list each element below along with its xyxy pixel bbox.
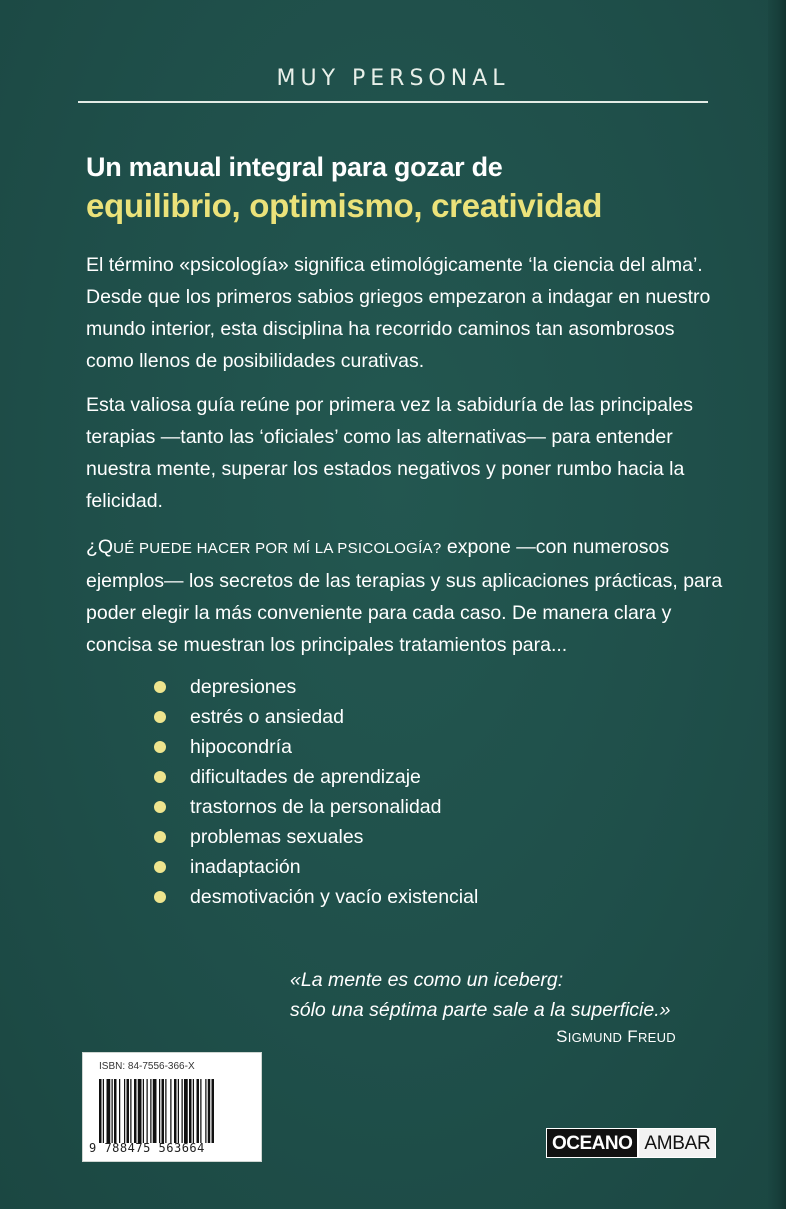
treatments-list	[150, 672, 478, 912]
list-item	[150, 792, 478, 822]
barcode-number: 9 788475 563664	[89, 1141, 205, 1155]
barcode-icon	[99, 1079, 249, 1143]
series-title: MUY PERSONAL	[276, 66, 510, 91]
author-first-initial: S	[556, 1027, 568, 1046]
headline-line1: Un manual integral para gozar de	[86, 152, 503, 182]
publisher-logo-ambar: AMBAR	[638, 1128, 716, 1158]
book-title-smallcaps: UÉ PUEDE HACER POR MÍ LA PSICOLOGÍA?	[113, 540, 442, 557]
list-item	[150, 702, 478, 732]
paragraph-contents	[86, 531, 726, 661]
quote-line2: sólo una séptima parte sale a la superficie.»	[290, 999, 671, 1021]
series-divider	[78, 101, 708, 103]
author-last-initial: F	[627, 1027, 638, 1046]
list-item-label: hipocondría	[190, 735, 292, 758]
publisher-logo-oceano: OCEANO	[546, 1128, 638, 1158]
book-title-initial: ¿Q	[86, 536, 114, 558]
paragraph-intro: El término «psicología» significa etimológicamente ‘la ciencia del alma’. Desde que los primeros sabios griegos empezaron a indagar en nuestro mundo interior, esta disciplina ha recorrido caminos tan asombrosos como llenos de posibilidades curativas.	[86, 254, 711, 372]
list-item-label: estrés o ansiedad	[190, 705, 344, 728]
bullet-icon	[154, 681, 166, 693]
barcode-panel	[82, 1052, 262, 1162]
list-item-label: dificultades de aprendizaje	[190, 765, 421, 788]
bullet-icon	[154, 891, 166, 903]
bullet-icon	[154, 771, 166, 783]
quote-line1: «La mente es como un iceberg:	[290, 969, 564, 991]
quote	[290, 965, 710, 1025]
bullet-icon	[154, 831, 166, 843]
list-item-label: inadaptación	[190, 855, 301, 878]
list-item	[150, 672, 478, 702]
isbn-label: ISBN: 84-7556-366-X	[99, 1061, 195, 1072]
list-item	[150, 822, 478, 852]
list-item-label: depresiones	[190, 675, 297, 698]
list-item-label: trastornos de la personalidad	[190, 795, 442, 818]
bullet-icon	[154, 861, 166, 873]
list-item	[150, 732, 478, 762]
bullet-icon	[154, 741, 166, 753]
list-item-label: problemas sexuales	[190, 825, 364, 848]
list-item-label: desmotivación y vacío existencial	[190, 885, 479, 908]
spine-edge	[768, 0, 786, 1209]
author-last-rest: REUD	[637, 1030, 676, 1045]
paragraph-contents-text: expone —con numerosos ejemplos— los secretos de las terapias y sus aplicaciones prácticas, para poder elegir la más conveniente para cada caso. De manera clara y concisa se muestran los principales tratamientos para...	[86, 536, 723, 656]
bullet-icon	[154, 711, 166, 723]
headline-line2: equilibrio, optimismo, creatividad	[86, 187, 603, 224]
bullet-icon	[154, 801, 166, 813]
quote-author	[440, 1027, 676, 1047]
list-item	[150, 882, 478, 912]
paragraph-guide: Esta valiosa guía reúne por primera vez la sabiduría de las principales terapias —tanto las ‘oficiales’ como las alternativas— para entender nuestra mente, superar los estados negativos y poner rumbo hacia la felicidad.	[86, 394, 693, 512]
list-item	[150, 762, 478, 792]
publisher-logo	[546, 1128, 716, 1158]
list-item	[150, 852, 478, 882]
author-first-rest: IGMUND	[567, 1030, 623, 1045]
